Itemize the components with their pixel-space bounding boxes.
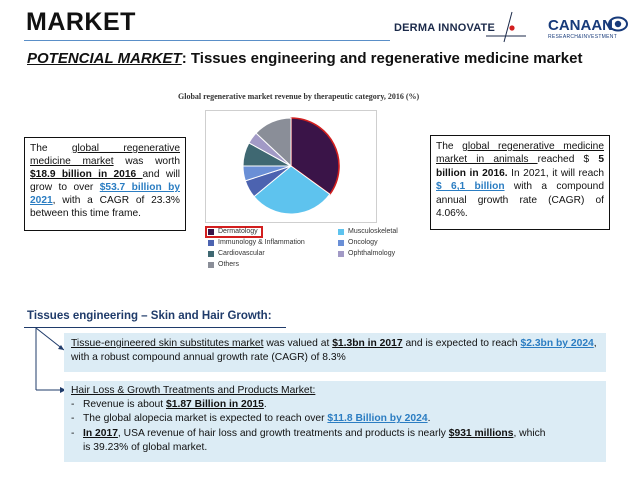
canaan-logo-text: CANAAN	[548, 17, 613, 34]
subtitle-lead: POTENCIAL MARKET	[27, 50, 182, 67]
page-title: MARKET	[26, 8, 136, 36]
page-subtitle	[27, 50, 582, 67]
canaan-logo-subtitle: RESEARCH&INVESTMENT	[548, 34, 618, 40]
derma-innovate-logo-icon	[482, 8, 528, 44]
legend-label: Dermatology	[218, 228, 258, 235]
legend-swatch	[208, 240, 214, 246]
text-span: was valued at	[263, 338, 333, 349]
hair-loss-market-card	[64, 381, 606, 462]
title-divider	[24, 40, 390, 41]
list-item-text	[83, 398, 267, 412]
text-span: and will grow to over	[30, 169, 180, 193]
text-span: reached $	[537, 154, 599, 166]
text-span: Revenue is about	[83, 399, 167, 411]
text-span: Tissue-engineered skin substitutes market	[71, 338, 264, 349]
text-span: with a compound annual growth rate (CAGR) of 4.06%.	[436, 181, 604, 220]
text-span: was worth	[113, 156, 180, 167]
text-span: , which	[513, 427, 546, 439]
text-span: global regenerative medicine market in animals	[436, 141, 604, 166]
value-2024-link[interactable]: $2.3bn by 2024	[520, 338, 594, 349]
text-span: .	[263, 399, 267, 411]
chart-title: Global regenerative market revenue by therapeutic category, 2016 (%)	[178, 92, 420, 101]
section-heading: Tissues engineering – Skin and Hair Growth:	[27, 310, 272, 322]
legend-swatch	[338, 229, 344, 235]
text-span: In 2021, it will reach	[507, 167, 604, 179]
list-item	[71, 398, 599, 412]
text-span: .	[427, 413, 431, 425]
bullet-dash: -	[71, 427, 75, 439]
legend-swatch	[208, 251, 214, 257]
skin-substitutes-card	[64, 333, 606, 372]
legend-label: Cardiovascular	[218, 250, 265, 257]
legend-item-dermatology	[208, 228, 258, 235]
legend-item-oncology	[338, 239, 378, 246]
usa-revenue-value: $931 millions	[448, 427, 514, 439]
list-item-continuation: is 39.23% of global market.	[83, 441, 208, 453]
text-span: The	[30, 143, 72, 154]
revenue-value: $1.87 Billion in 2015	[166, 399, 264, 411]
list-item-text	[83, 427, 546, 441]
value-2021-link[interactable]: $53.7 billion by 2021	[30, 182, 180, 206]
global-market-info-box	[24, 137, 186, 231]
list-item-text	[83, 412, 430, 426]
value-2021-link[interactable]: $ 6,1 billion	[436, 181, 505, 193]
chart-legend	[205, 226, 417, 274]
bullet-dash: -	[71, 413, 75, 425]
derma-innovate-logo-text: DERMA INNOVATE	[394, 22, 495, 34]
legend-item-musculoskeletal	[338, 228, 398, 235]
value-2016: $18.9 billion in 2016	[30, 169, 143, 180]
legend-item-immunology-inflammation	[208, 239, 305, 246]
legend-label: Musculoskeletal	[348, 228, 398, 235]
legend-item-cardiovascular	[208, 250, 265, 257]
legend-swatch	[208, 262, 214, 268]
legend-label: Ophthalmology	[348, 250, 396, 257]
legend-swatch	[338, 240, 344, 246]
list-item	[71, 412, 599, 426]
legend-label: Immunology & Inflammation	[218, 239, 305, 246]
legend-item-others	[208, 261, 239, 268]
text-span: and is expected to reach	[402, 338, 521, 349]
subtitle-rest: : Tissues engineering and regenerative medicine market	[181, 50, 583, 67]
legend-item-ophthalmology	[338, 250, 395, 257]
bullet-dash: -	[71, 399, 75, 411]
text-span: global regenerative medicine market	[30, 143, 181, 167]
value-2017: $1.3bn in 2017	[332, 338, 403, 349]
text-span: The	[436, 141, 463, 152]
legend-swatch	[208, 229, 214, 235]
pie-chart	[205, 110, 377, 223]
text-span: , USA revenue of hair loss and growth treatments and products is nearly	[117, 427, 449, 439]
list-item	[71, 427, 599, 441]
value-2016: 5 billion in 2016.	[436, 154, 604, 179]
animal-market-info-box	[430, 135, 610, 230]
card-heading: Hair Loss & Growth Treatments and Products Market:	[71, 385, 316, 396]
text-span: The global alopecia market is expected to reach over	[83, 413, 328, 425]
text-span: , with a robust compound annual growth rate (CAGR) of 8.3%	[71, 338, 597, 363]
alopecia-value-link[interactable]: $11.8 Billion by 2024	[327, 413, 428, 425]
legend-swatch	[338, 251, 344, 257]
text-span: , with a CAGR of 23.3% between this time frame.	[30, 195, 180, 219]
year-value: In 2017	[83, 427, 118, 439]
legend-label: Others	[218, 261, 240, 268]
legend-label: Oncology	[348, 239, 378, 246]
